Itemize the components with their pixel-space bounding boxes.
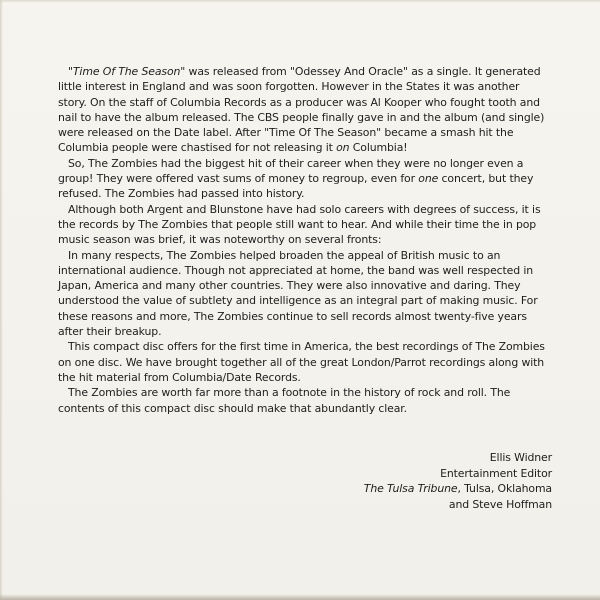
page-edge-bottom xyxy=(0,594,600,600)
paragraph-1-text-b: Columbia! xyxy=(349,141,408,155)
song-title: "Time Of The Season" xyxy=(68,65,186,78)
paragraph-5: This compact disc offers for the first time in America, the best recordings of The Zombies on one disc. We have brought together all of the great London/Parrot recordings along with the hit material from Columbia/Date Records. xyxy=(58,340,545,384)
paragraph-2-emphasis: one xyxy=(418,172,439,186)
paragraph-1-text-a: was released from "Odessey And Oracle" as a single. It generated little interest in England and was soon forgotten. However in the States it was another story. On the staff of Columbia Records as a producer was Al Kooper who fought tooth and nail to have the album released. The CBS people finally gave in and the album (and single) were released on the Date label. After "Time Of The Season" became a smash hit the Columbia people were chastised for not releasing it xyxy=(58,65,545,155)
paragraph-3: Although both Argent and Blunstone have had solo careers with degrees of success, it is the records by The Zombies that people still want to hear. And while their time the in pop music season was brief, it was noteworthy on several fronts: xyxy=(58,202,541,247)
paragraph-2-text-a: So, The Zombies had the biggest hit of their career when they were no longer even a group! They were offered vast sums of money to regroup, even for xyxy=(58,156,524,186)
page-edge-top xyxy=(0,0,600,3)
coauthor-name: and Steve Hoffman xyxy=(448,497,552,511)
author-name: Ellis Widner xyxy=(489,451,552,464)
paragraph-1 xyxy=(58,64,550,156)
author-role: Entertainment Editor xyxy=(440,466,552,480)
author-publication xyxy=(364,481,552,497)
paragraph-2-text-b: concert, but they refused. The Zombies had passed into history. xyxy=(58,172,534,201)
publication-name: The Tulsa Tribune xyxy=(363,482,458,496)
paragraph-4: In many respects, The Zombies helped broaden the appeal of British music to an international audience. Though not appreciated at home, the band was well respected in Japan, America and many other countries. They were also innovative and daring. They understood the value of subtlety and intelligence as an integral part of making music. For these reasons and more, The Zombies continue to sell records almost twenty-five years after their breakup. xyxy=(58,248,538,339)
paragraph-1-emphasis: on xyxy=(336,141,350,155)
signature-block xyxy=(364,450,552,512)
paragraph-2 xyxy=(58,156,550,202)
liner-notes-body xyxy=(58,64,550,416)
page-edge-left xyxy=(0,0,3,600)
paragraph-6: The Zombies are worth far more than a footnote in the history of rock and roll. The contents of this compact disc should make that abundantly clear. xyxy=(58,386,511,415)
publication-location: , Tulsa, Oklahoma xyxy=(457,482,552,496)
